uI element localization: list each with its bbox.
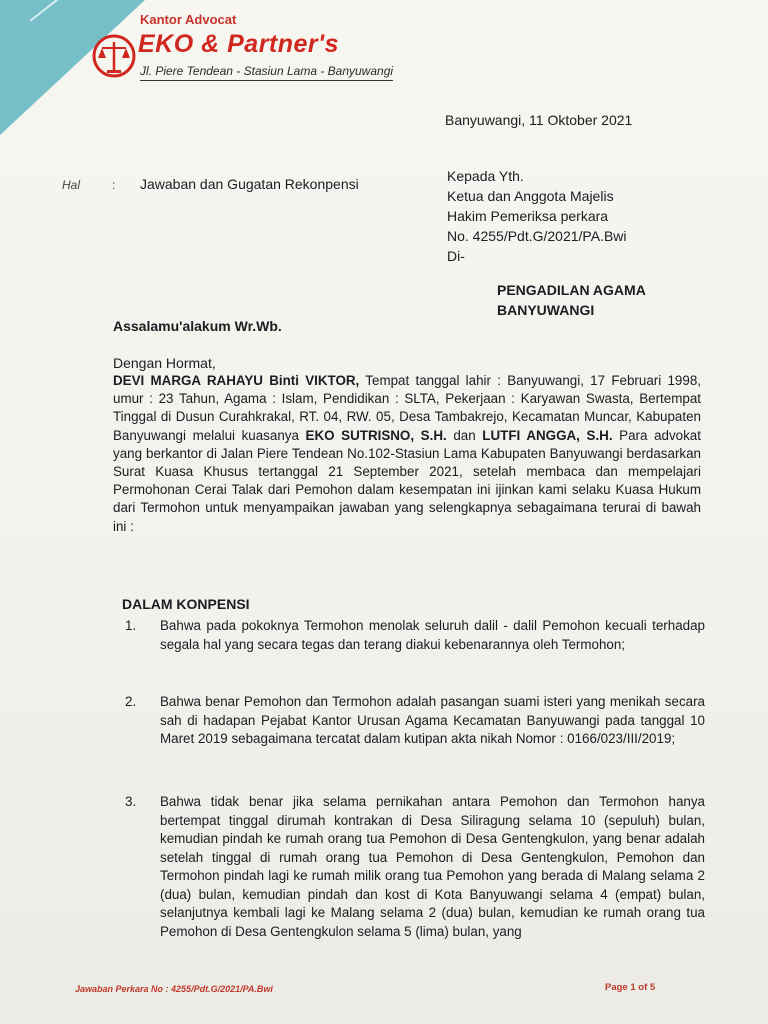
- page-number: Page 1 of 5: [605, 982, 656, 993]
- greeting: Assalamu'alakum Wr.Wb.: [113, 318, 282, 334]
- recipient-case-number: No. 4255/Pdt.G/2021/PA.Bwi: [447, 228, 627, 244]
- firm-name: EKO & Partner's: [138, 30, 340, 58]
- office-label: Kantor Advocat: [140, 12, 237, 27]
- court-name: [497, 280, 646, 320]
- recipient-line: Kepada Yth.: [447, 168, 524, 184]
- intro-paragraph: [113, 372, 701, 536]
- lawyer-name: LUTFI ANGGA, S.H.: [482, 427, 613, 443]
- recipient-line: Ketua dan Anggota Majelis: [447, 188, 614, 204]
- recipient-line: Di-: [447, 248, 465, 264]
- subject-text: Jawaban dan Gugatan Rekonpensi: [140, 176, 359, 192]
- firm-address: Jl. Piere Tendean - Stasiun Lama - Banyuwangi: [140, 64, 393, 81]
- item-text: Bahwa pada pokoknya Termohon menolak seluruh dalil - dalil Pemohon kecuali terhadap segala hal yang secara tegas dan terang diakui kebenarannya oleh Termohon;: [160, 618, 705, 652]
- letter-date: Banyuwangi, 11 Oktober 2021: [445, 112, 633, 128]
- recipient-line: Hakim Pemeriksa perkara: [447, 208, 609, 224]
- item-number: 1.: [125, 618, 137, 633]
- scales-of-justice-icon: [92, 30, 136, 80]
- subject-label: Hal: [62, 178, 81, 192]
- respondent-name: DEVI MARGA RAHAYU Binti VIKTOR,: [113, 373, 360, 388]
- footer-case-number: Jawaban Perkara No : 4255/Pdt.G/2021/PA.Bwi: [75, 984, 273, 994]
- salutation: Dengan Hormat,: [113, 355, 216, 371]
- court-line: PENGADILAN AGAMA: [497, 282, 646, 298]
- recipient-block: [447, 166, 627, 266]
- intro-text: Para advokat yang berkantor di Jalan Piere Tendean No.102-Stasiun Lama Kabupaten Banyuwangi berdasarkan Surat Kuasa Khusus tertanggal 21 September 2021, setelah membaca dan mempelajari Permohonan Cerai Talak dari Pemohon dalam kesempatan ini ijinkan kami selaku Kuasa Hukum dari Termohon untuk menyampaikan jawaban yang selengkapnya sebagaimana terurai di bawah ini :: [113, 427, 701, 534]
- item-text: Bahwa benar Pemohon dan Termohon adalah pasangan suami isteri yang menikah secara sah di hadapan Pejabat Kantor Urusan Agama Kecamatan Banyuwangi pada tanggal 10 Maret 2019 sebagaimana tercatat dalam kutipan akta nikah Nomor : 0166/023/III/2019;: [160, 694, 705, 746]
- item-number: 3.: [125, 794, 137, 809]
- subject-colon: :: [112, 178, 116, 192]
- lawyer-name: EKO SUTRISNO, S.H.: [305, 427, 447, 443]
- court-line: BANYUWANGI: [497, 302, 595, 318]
- item-text: Bahwa tidak benar jika selama pernikahan antara Pemohon dan Termohon hanya bertempat tinggal dirumah kontrakan di Desa Siliragung selama 10 (sepuluh) bulan, kemudian pindah ke rumah orang tua Pemohon di Desa Gentengkulon, yang benar adalah setelah tinggal di rumah orang tua Pemohon di Desa Gentengkulon, Pemohon dan Termohon pindah lagi ke rumah milik orang tua Pemohon yang berada di Malang selama 2 (dua) bulan, kemudian pindah dan kost di Kota Banyuwangi selama 4 (empat) bulan, selanjutnya kembali lagi ke Malang selama 2 (dua) bulan, kemudian ke rumah orang tua Pemohon di Desa Gentengkulon selama 5 (lima) bulan, yang: [160, 794, 705, 939]
- intro-text: dan: [446, 427, 483, 443]
- section-title: DALAM KONPENSI: [122, 596, 250, 612]
- item-number: 2.: [125, 694, 137, 709]
- intro-text: Tempat tanggal lahir : Banyuwangi, 17 Februari 1998, umur : 23 Tahun, Agama : Islam, Pendidikan : SLTA, Pekerjaan : Karyawan Swasta, Bertempat Tinggal di Dusun Curahkrakal, RT. 04, RW. 05, Desa Tambakrejo, Kecamatan Muncar, Kabupaten Banyuwangi melalui kuasanya: [113, 373, 701, 443]
